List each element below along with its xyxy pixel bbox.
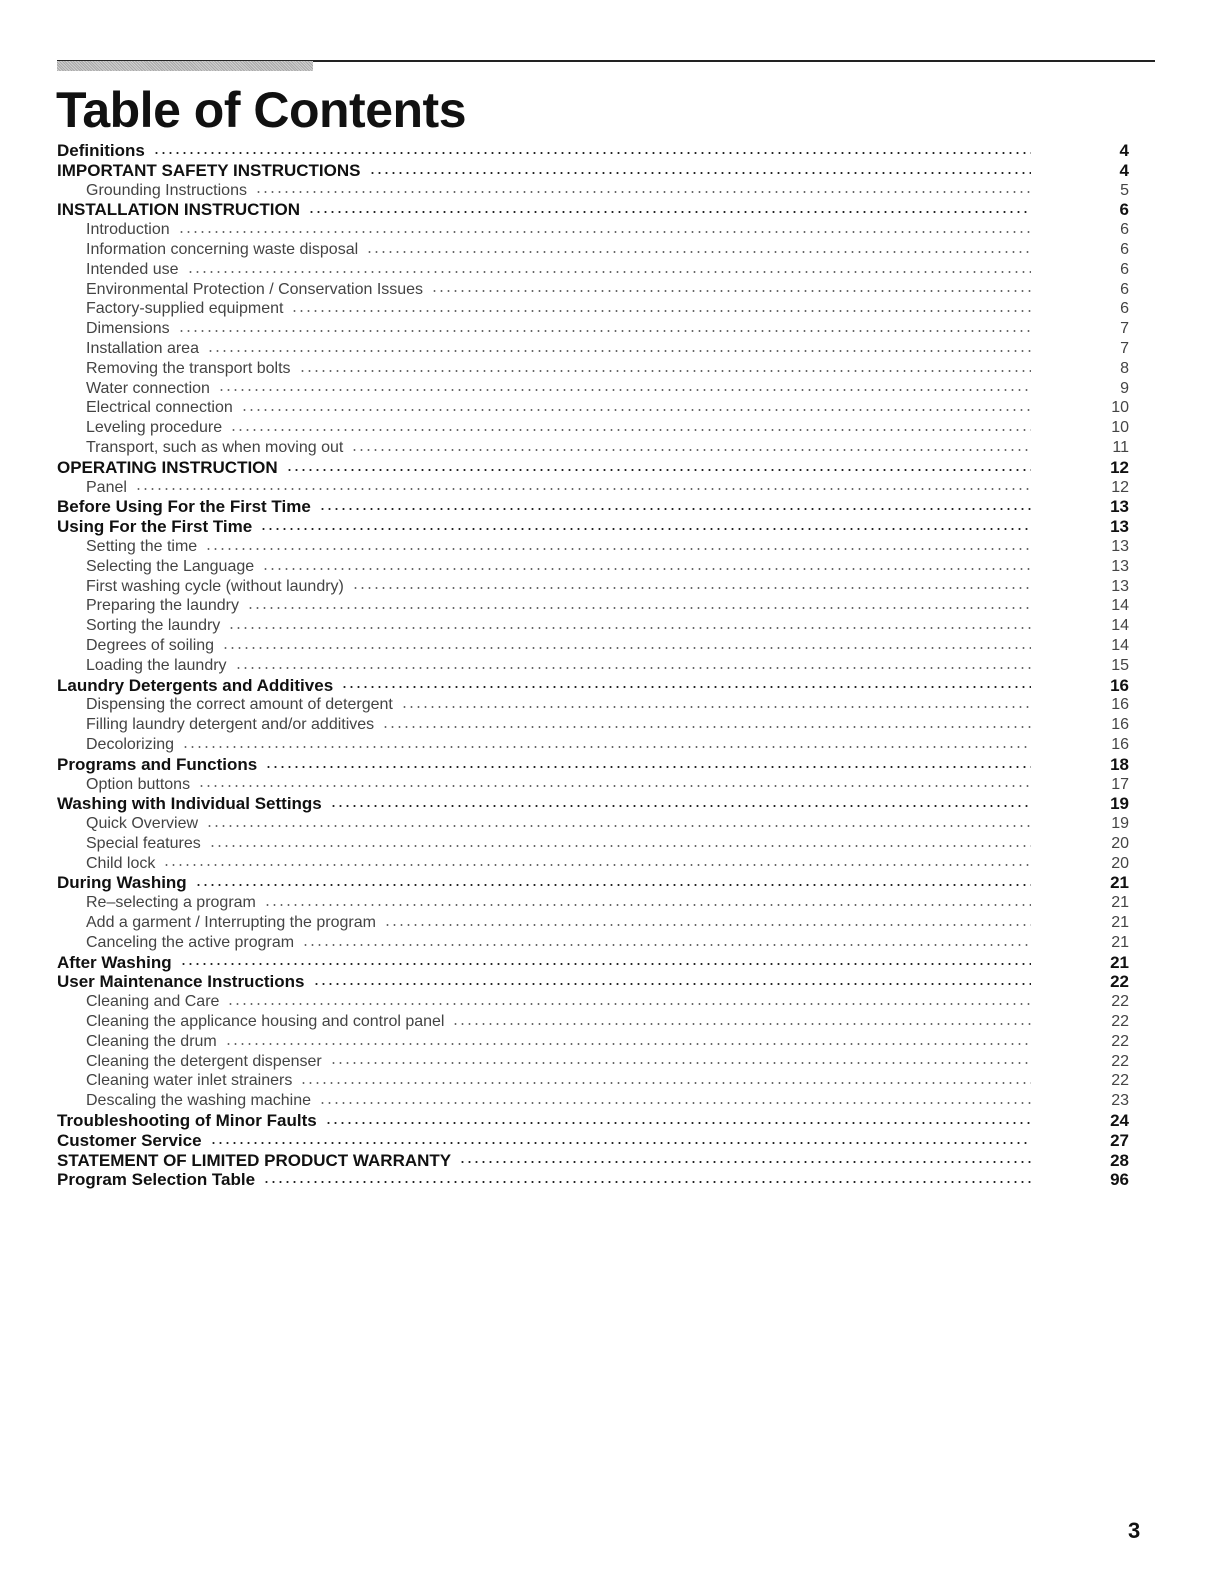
toc-subsection-entry[interactable] xyxy=(57,775,1129,795)
toc-subsection-entry[interactable] xyxy=(57,814,1129,834)
dot-leader xyxy=(241,407,1031,413)
toc-section-entry[interactable] xyxy=(57,1151,1129,1171)
dot-leader xyxy=(459,1159,1031,1165)
toc-entry-label: During Washing xyxy=(57,873,187,893)
toc-entry-label: Programs and Functions xyxy=(57,754,258,774)
dot-leader xyxy=(302,942,1031,948)
toc-entry-label: User Maintenance Instructions xyxy=(57,972,305,992)
dot-leader xyxy=(325,1120,1031,1126)
toc-entry-label: Removing the transport bolts xyxy=(86,359,291,377)
toc-entry-page: 21 xyxy=(1111,894,1129,912)
toc-entry-label: Transport, such as when moving out xyxy=(86,438,344,456)
toc-entry-label: Cleaning and Care xyxy=(86,993,220,1011)
toc-subsection-entry[interactable] xyxy=(57,893,1129,913)
page-title: Table of Contents xyxy=(56,82,467,138)
toc-entry-label: Introduction xyxy=(86,221,170,239)
dot-leader xyxy=(198,783,1031,789)
toc-subsection-entry[interactable] xyxy=(57,1091,1129,1111)
toc-entry-label: Information concerning waste disposal xyxy=(86,240,359,258)
toc-subsection-entry[interactable] xyxy=(57,557,1129,577)
toc-entry-page: 22 xyxy=(1111,1052,1129,1070)
dot-leader xyxy=(225,1041,1031,1047)
toc-subsection-entry[interactable] xyxy=(57,913,1129,933)
dot-leader xyxy=(366,249,1031,255)
toc-entry-page: 4 xyxy=(1119,141,1129,160)
toc-entry-label: Electrical connection xyxy=(86,399,233,417)
toc-entry-page: 13 xyxy=(1110,497,1129,517)
toc-section-entry[interactable] xyxy=(57,1131,1129,1151)
toc-entry-page: 16 xyxy=(1111,716,1129,734)
toc-subsection-entry[interactable] xyxy=(57,695,1129,715)
toc-entry-page: 15 xyxy=(1111,656,1129,674)
toc-entry-label: Canceling the active program xyxy=(86,933,295,951)
toc-subsection-entry[interactable] xyxy=(57,379,1129,399)
toc-entry-label: Installation area xyxy=(86,339,199,357)
toc-entry-page: 5 xyxy=(1120,181,1129,199)
toc-entry-page: 22 xyxy=(1111,993,1129,1011)
toc-entry-label: Using For the First Time xyxy=(57,517,253,537)
toc-subsection-entry[interactable] xyxy=(57,319,1129,339)
toc-entry-page: 22 xyxy=(1111,1072,1129,1090)
toc-subsection-entry[interactable] xyxy=(57,438,1129,458)
dot-leader xyxy=(300,1080,1031,1086)
toc-entry-page: 19 xyxy=(1110,794,1129,814)
dot-leader xyxy=(308,209,1031,215)
dot-leader xyxy=(452,1021,1031,1027)
toc-entry-label: Environmental Protection / Conservation Issues xyxy=(86,280,424,298)
dot-leader xyxy=(227,1001,1031,1007)
toc-entry-page: 27 xyxy=(1110,1130,1129,1150)
dot-leader xyxy=(207,348,1031,354)
toc-entry-page: 24 xyxy=(1110,1111,1129,1131)
toc-entry-label: Intended use xyxy=(86,260,179,278)
dot-leader xyxy=(218,387,1031,393)
toc-section-entry[interactable] xyxy=(57,755,1129,775)
dot-leader xyxy=(351,447,1031,453)
dot-leader xyxy=(206,823,1031,829)
dot-leader xyxy=(382,724,1031,730)
dot-leader xyxy=(341,684,1031,690)
toc-entry-page: 20 xyxy=(1111,854,1129,872)
toc-entry-page: 14 xyxy=(1111,617,1129,635)
toc-entry-label: Customer Service xyxy=(57,1130,202,1150)
table-of-contents xyxy=(57,141,1129,1190)
dot-leader xyxy=(255,189,1031,195)
toc-entry-page: 14 xyxy=(1111,636,1129,654)
toc-section-entry[interactable] xyxy=(57,200,1129,220)
dot-leader xyxy=(264,902,1031,908)
toc-entry-label: Laundry Detergents and Additives xyxy=(57,675,334,695)
toc-entry-label: Special features xyxy=(86,834,201,852)
dot-leader xyxy=(313,981,1031,987)
toc-entry-label: Water connection xyxy=(86,379,210,397)
toc-entry-page: 17 xyxy=(1111,775,1129,793)
dot-leader xyxy=(205,546,1031,552)
toc-entry-page: 23 xyxy=(1111,1092,1129,1110)
toc-entry-label: Add a garment / Interrupting the program xyxy=(86,914,376,932)
toc-subsection-entry[interactable] xyxy=(57,834,1129,854)
toc-subsection-entry[interactable] xyxy=(57,260,1129,280)
toc-entry-label: Cleaning the applicance housing and control panel xyxy=(86,1013,445,1031)
toc-entry-label: Selecting the Language xyxy=(86,557,255,575)
toc-subsection-entry[interactable] xyxy=(57,656,1129,676)
toc-entry-page: 12 xyxy=(1111,478,1129,496)
toc-entry-label: Setting the time xyxy=(86,537,198,555)
toc-subsection-entry[interactable] xyxy=(57,735,1129,755)
toc-subsection-entry[interactable] xyxy=(57,1032,1129,1052)
toc-subsection-entry[interactable] xyxy=(57,1071,1129,1091)
toc-entry-label: Sorting the laundry xyxy=(86,617,221,635)
toc-entry-page: 96 xyxy=(1110,1170,1129,1190)
toc-entry-label: Grounding Instructions xyxy=(86,181,247,199)
dot-leader xyxy=(260,526,1031,532)
toc-entry-page: 6 xyxy=(1120,280,1129,298)
toc-entry-label: Quick Overview xyxy=(86,815,199,833)
dot-leader xyxy=(330,1060,1031,1066)
dot-leader xyxy=(235,665,1031,671)
toc-subsection-entry[interactable] xyxy=(57,418,1129,438)
toc-entry-label: Washing with Individual Settings xyxy=(57,794,322,814)
toc-entry-page: 6 xyxy=(1119,200,1129,220)
toc-section-entry[interactable] xyxy=(57,1111,1129,1131)
dot-leader xyxy=(401,704,1031,710)
dot-leader xyxy=(330,803,1031,809)
toc-section-entry[interactable] xyxy=(57,676,1129,696)
toc-entry-page: 4 xyxy=(1119,160,1129,180)
toc-entry-label: Preparing the laundry xyxy=(86,597,239,615)
dot-leader xyxy=(319,1100,1031,1106)
toc-subsection-entry[interactable] xyxy=(57,715,1129,735)
dot-leader xyxy=(291,308,1031,314)
toc-entry-page: 11 xyxy=(1112,438,1129,456)
toc-entry-label: Descaling the washing machine xyxy=(86,1092,312,1110)
toc-entry-page: 10 xyxy=(1111,399,1129,417)
header-accent-bar xyxy=(57,61,313,71)
toc-entry-label: Leveling procedure xyxy=(86,419,223,437)
toc-entry-label: Child lock xyxy=(86,854,156,872)
dot-leader xyxy=(178,328,1031,334)
dot-leader xyxy=(262,566,1031,572)
toc-section-entry[interactable] xyxy=(57,972,1129,992)
toc-entry-label: Cleaning the drum xyxy=(86,1032,217,1050)
toc-subsection-entry[interactable] xyxy=(57,181,1129,201)
dot-leader xyxy=(265,764,1031,770)
toc-entry-label: Definitions xyxy=(57,141,145,160)
dot-leader xyxy=(263,1179,1031,1185)
toc-entry-page: 6 xyxy=(1120,300,1129,318)
dot-leader xyxy=(178,229,1031,235)
dot-leader xyxy=(247,605,1031,611)
toc-entry-page: 13 xyxy=(1110,517,1129,537)
toc-entry-page: 13 xyxy=(1111,537,1129,555)
toc-entry-page: 21 xyxy=(1111,914,1129,932)
dot-leader xyxy=(195,882,1031,888)
dot-leader xyxy=(369,170,1032,176)
toc-entry-page: 22 xyxy=(1111,1013,1129,1031)
toc-entry-page: 7 xyxy=(1120,320,1129,338)
toc-entry-label: Panel xyxy=(86,478,127,496)
dot-leader xyxy=(230,427,1031,433)
toc-entry-label: Dimensions xyxy=(86,320,170,338)
toc-entry-page: 16 xyxy=(1111,735,1129,753)
toc-section-entry[interactable] xyxy=(57,458,1129,478)
toc-entry-page: 6 xyxy=(1120,260,1129,278)
toc-entry-label: IMPORTANT SAFETY INSTRUCTIONS xyxy=(57,160,361,180)
dot-leader xyxy=(210,1140,1031,1146)
toc-entry-label: Troubleshooting of Minor Faults xyxy=(57,1111,317,1131)
toc-entry-label: Program Selection Table xyxy=(57,1170,256,1190)
toc-subsection-entry[interactable] xyxy=(57,240,1129,260)
toc-entry-label: Cleaning the detergent dispenser xyxy=(86,1052,322,1070)
toc-subsection-entry[interactable] xyxy=(57,478,1129,498)
toc-entry-label: Decolorizing xyxy=(86,735,175,753)
toc-entry-page: 21 xyxy=(1111,933,1129,951)
toc-entry-label: Cleaning water inlet strainers xyxy=(86,1072,293,1090)
toc-entry-page: 18 xyxy=(1110,754,1129,774)
dot-leader xyxy=(352,585,1031,591)
toc-entry-page: 7 xyxy=(1120,339,1129,357)
toc-section-entry[interactable] xyxy=(57,517,1129,537)
toc-entry-page: 8 xyxy=(1120,359,1129,377)
toc-section-entry[interactable] xyxy=(57,873,1129,893)
toc-section-entry[interactable] xyxy=(57,497,1129,517)
toc-entry-label: Degrees of soiling xyxy=(86,636,215,654)
toc-section-entry[interactable] xyxy=(57,953,1129,973)
dot-leader xyxy=(182,744,1031,750)
toc-entry-label: Loading the laundry xyxy=(86,656,227,674)
toc-entry-label: First washing cycle (without laundry) xyxy=(86,577,344,595)
dot-leader xyxy=(163,862,1031,868)
toc-entry-page: 13 xyxy=(1111,557,1129,575)
dot-leader xyxy=(431,288,1031,294)
dot-leader xyxy=(286,467,1031,473)
toc-entry-label: Filling laundry detergent and/or additives xyxy=(86,716,375,734)
dot-leader xyxy=(153,150,1031,156)
toc-entry-label: Factory-supplied equipment xyxy=(86,300,284,318)
toc-entry-label: INSTALLATION INSTRUCTION xyxy=(57,200,301,220)
toc-entry-page: 21 xyxy=(1110,952,1129,972)
dot-leader xyxy=(228,625,1031,631)
dot-leader xyxy=(384,922,1031,928)
toc-subsection-entry[interactable] xyxy=(57,280,1129,300)
toc-subsection-entry[interactable] xyxy=(57,854,1129,874)
toc-entry-page: 6 xyxy=(1120,221,1129,239)
toc-entry-page: 6 xyxy=(1120,240,1129,258)
dot-leader xyxy=(299,368,1031,374)
toc-subsection-entry[interactable] xyxy=(57,299,1129,319)
toc-subsection-entry[interactable] xyxy=(57,359,1129,379)
dot-leader xyxy=(135,486,1031,492)
toc-entry-page: 9 xyxy=(1120,379,1129,397)
toc-entry-label: Before Using For the First Time xyxy=(57,497,311,517)
toc-entry-label: OPERATING INSTRUCTION xyxy=(57,457,278,477)
toc-entry-page: 16 xyxy=(1111,696,1129,714)
toc-section-entry[interactable] xyxy=(57,1170,1129,1190)
toc-entry-label: Option buttons xyxy=(86,775,191,793)
toc-subsection-entry[interactable] xyxy=(57,596,1129,616)
dot-leader xyxy=(187,269,1031,275)
toc-entry-page: 12 xyxy=(1110,457,1129,477)
toc-section-entry[interactable] xyxy=(57,161,1129,181)
dot-leader xyxy=(222,645,1031,651)
toc-subsection-entry[interactable] xyxy=(57,1052,1129,1072)
toc-entry-page: 14 xyxy=(1111,597,1129,615)
dot-leader xyxy=(209,843,1031,849)
toc-entry-page: 22 xyxy=(1111,1032,1129,1050)
toc-subsection-entry[interactable] xyxy=(57,1012,1129,1032)
toc-entry-page: 16 xyxy=(1110,675,1129,695)
toc-subsection-entry[interactable] xyxy=(57,220,1129,240)
toc-section-entry[interactable] xyxy=(57,794,1129,814)
toc-subsection-entry[interactable] xyxy=(57,636,1129,656)
toc-subsection-entry[interactable] xyxy=(57,398,1129,418)
toc-subsection-entry[interactable] xyxy=(57,992,1129,1012)
toc-entry-page: 19 xyxy=(1111,815,1129,833)
toc-entry-label: Dispensing the correct amount of detergent xyxy=(86,696,393,714)
toc-section-entry[interactable] xyxy=(57,141,1129,161)
toc-entry-page: 20 xyxy=(1111,834,1129,852)
toc-entry-page: 10 xyxy=(1111,419,1129,437)
toc-subsection-entry[interactable] xyxy=(57,577,1129,597)
toc-subsection-entry[interactable] xyxy=(57,339,1129,359)
toc-subsection-entry[interactable] xyxy=(57,933,1129,953)
toc-entry-page: 28 xyxy=(1110,1150,1129,1170)
toc-entry-label: STATEMENT OF LIMITED PRODUCT WARRANTY xyxy=(57,1150,452,1170)
dot-leader xyxy=(180,961,1031,967)
toc-entry-page: 22 xyxy=(1110,972,1129,992)
toc-subsection-entry[interactable] xyxy=(57,616,1129,636)
toc-entry-label: After Washing xyxy=(57,952,172,972)
page-number: 3 xyxy=(1128,1518,1141,1543)
toc-entry-page: 13 xyxy=(1111,577,1129,595)
toc-entry-page: 21 xyxy=(1110,873,1129,893)
dot-leader xyxy=(319,506,1031,512)
toc-subsection-entry[interactable] xyxy=(57,537,1129,557)
toc-entry-label: Re–selecting a program xyxy=(86,894,256,912)
